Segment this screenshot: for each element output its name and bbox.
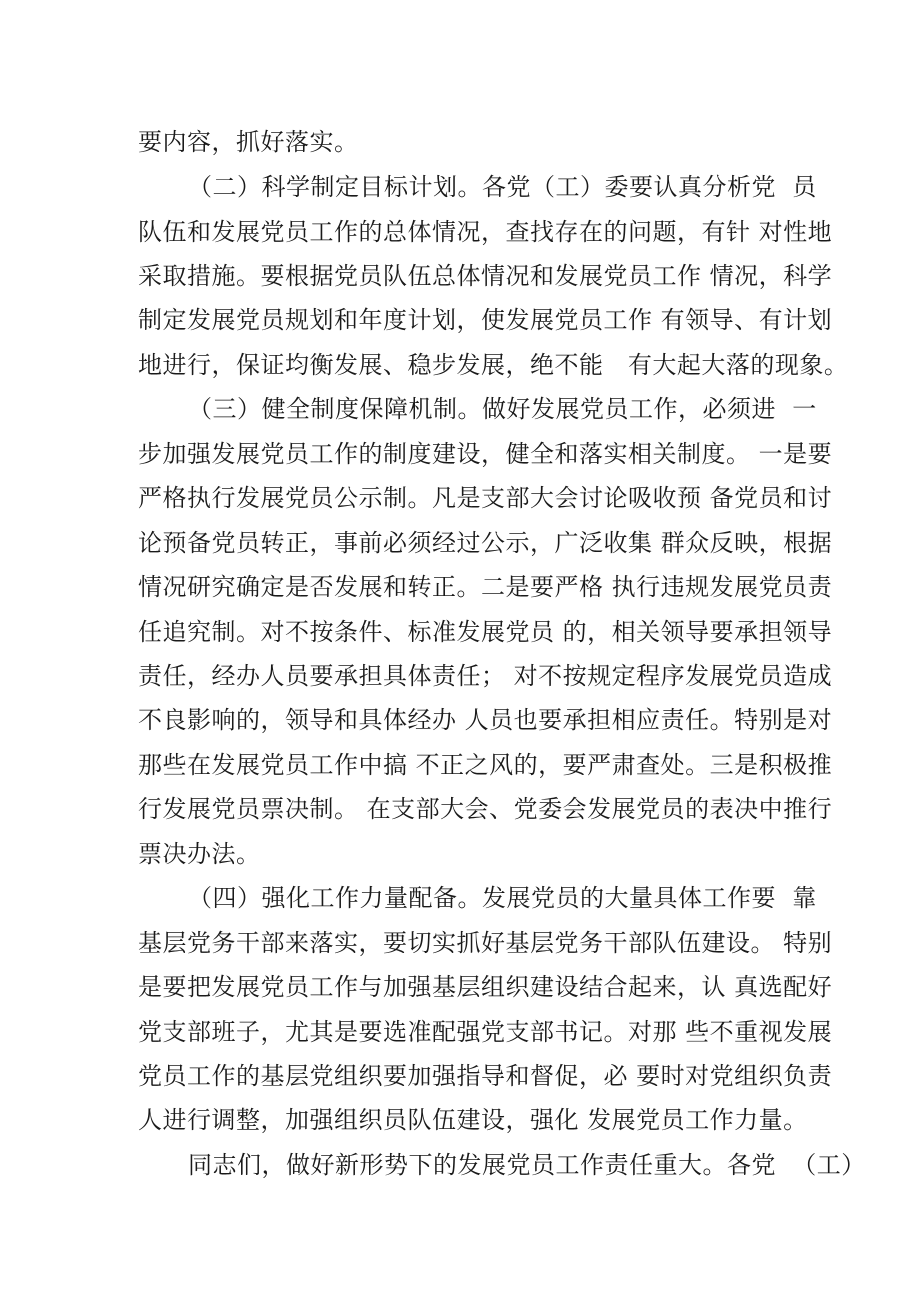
text-line: 人进行调整，加强组织员队伍建设，强化 发展党员工作力量。 xyxy=(138,1106,808,1134)
text-line: 基层党务干部来落实，要切实抓好基层党务干部队伍建设。 特别 xyxy=(138,929,833,957)
paragraph-heading-2: （二）科学制定目标计划。各党（工）委要认真分析党 员 xyxy=(188,173,817,201)
text-line: 行发展党员票决制。 在支部大会、党委会发展党员的表决中推行 xyxy=(138,795,833,823)
text-line: 那些在发展党员工作中搞 不正之风的，要严肃查处。三是积极推 xyxy=(138,751,833,779)
text-line: 是要把发展党员工作与加强基层组织建设结合起来，认 真选配好 xyxy=(138,973,833,1001)
text-line: 任追究制。对不按条件、标准发展党员 的，相关领导要承担领导 xyxy=(138,618,833,646)
text-line: 责任，经办人员要承担具体责任； 对不按规定程序发展党员造成 xyxy=(138,662,833,690)
text-line: 严格执行发展党员公示制。凡是支部大会讨论吸收预 备党员和讨 xyxy=(138,484,833,512)
text-line: 党员工作的基层党组织要加强指导和督促，必 要时对党组织负责 xyxy=(138,1062,833,1090)
closing-paragraph-line: 同志们，做好新形势下的发展党员工作责任重大。各党 （工） xyxy=(188,1151,866,1179)
text-line: 不良影响的，领导和具体经办 人员也要承担相应责任。特别是对 xyxy=(138,706,833,734)
text-line: 制定发展党员规划和年度计划，使发展党员工作 有领导、有计划 xyxy=(138,306,833,334)
text-line: 情况研究确定是否发展和转正。二是要严格 执行违规发展党员责 xyxy=(138,573,833,601)
paragraph-heading-4: （四）强化工作力量配备。发展党员的大量具体工作要 靠 xyxy=(188,884,817,912)
paragraph-heading-3: （三）健全制度保障机制。做好发展党员工作，必须进 一 xyxy=(188,395,817,423)
text-line: 步加强发展党员工作的制度建设，健全和落实相关制度。 一是要 xyxy=(138,440,833,468)
text-line: 论预备党员转正，事前必须经过公示，广泛收集 群众反映，根据 xyxy=(138,529,833,557)
text-line: 要内容，抓好落实。 xyxy=(138,128,359,156)
text-line: 队伍和发展党员工作的总体情况，查找存在的问题，有针 对性地 xyxy=(138,218,833,246)
text-line: 采取措施。要根据党员队伍总体情况和发展党员工作 情况，科学 xyxy=(138,262,833,290)
text-line: 票决办法。 xyxy=(138,840,261,868)
text-line: 党支部班子，尤其是要选准配强党支部书记。对那 些不重视发展 xyxy=(138,1018,833,1046)
text-line: 地进行，保证均衡发展、稳步发展，绝不能 有大起大落的现象。 xyxy=(138,351,849,379)
